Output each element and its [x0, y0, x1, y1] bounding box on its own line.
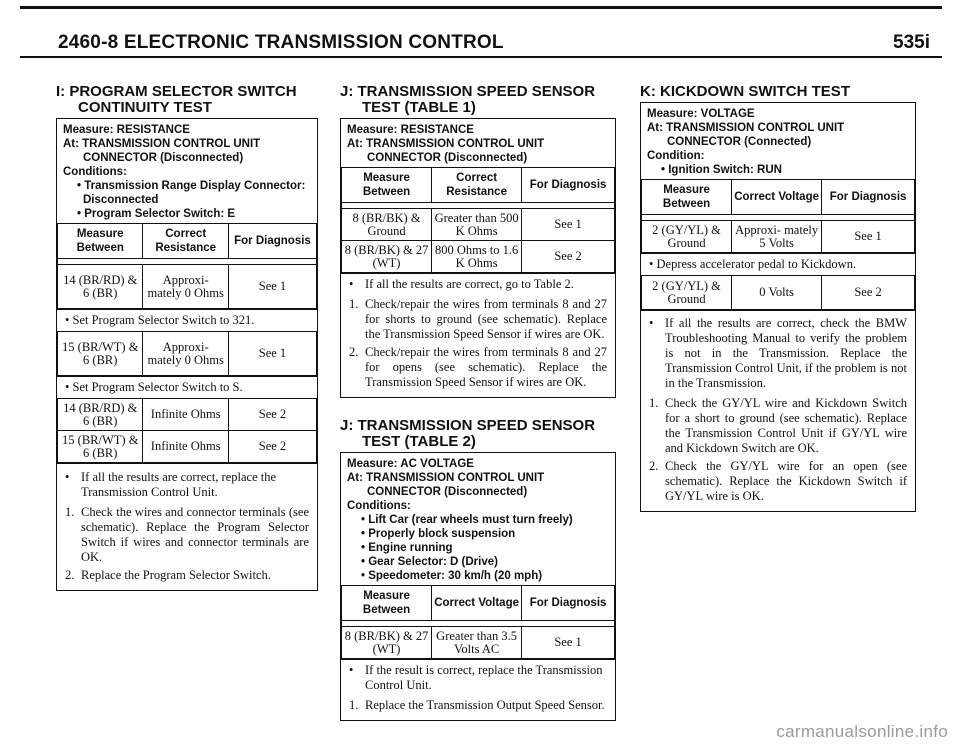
table-row: 2 (GY/YL) & Ground 0 Volts See 2 — [642, 276, 915, 310]
section-k-box — [640, 102, 916, 512]
section-i-table: Measure Between Correct Resistance For Diagnosis 14 (BR/RD) & 6 (BR) Approxi- mately 0 Ohms See 1 — [57, 223, 317, 309]
section-j2-diagnosis-list — [341, 696, 615, 720]
page-header-title: 2460-8 ELECTRONIC TRANSMISSION CONTROL — [58, 32, 504, 53]
list-item: 1. Check the GY/YL wire and Kickdown Switch for a short to ground (see schematic). Replace the Transmission Control Unit if GY/YL wire and Kickdown Switch are OK. — [649, 396, 907, 455]
section-i-step1: • Set Program Selector Switch to 321. — [57, 309, 317, 331]
section-j2-result: • If the result is correct, replace the Transmission Control Unit. — [341, 659, 615, 696]
table-row: 14 (BR/RD) & 6 (BR) Approxi- mately 0 Ohms See 1 — [58, 265, 317, 309]
top-rule — [20, 6, 942, 9]
table-row: 8 (BR/BK) & 27 (WT) 800 Ohms to 1.6 K Ohms See 2 — [342, 241, 615, 273]
section-j1-result: • If all the results are correct, go to Table 2. — [341, 273, 615, 295]
section-k-diagnosis-list — [641, 394, 915, 511]
list-item: 2. Check/repair the wires from terminals 8 and 27 for opens (see schematic). Replace the Transmission Speed Sensor if wires are OK. — [349, 345, 607, 389]
section-j1 — [340, 84, 616, 398]
section-j2-conditions: Measure: AC VOLTAGE At: TRANSMISSION CONTROL UNIT CONNECTOR (Disconnected) Conditions: • Lift Car (rear wheels must turn freely) • Properly block suspension • Engine running • Gear Selector: D (Drive) • Speedometer: 30 km/h (20 mph) — [347, 458, 573, 582]
section-i-title: I: PROGRAM SELECTOR SWITCH CONTINUITY TEST — [56, 83, 297, 116]
section-j1-conditions: Measure: RESISTANCE At: TRANSMISSION CONTROL UNIT CONNECTOR (Disconnected) — [347, 124, 545, 164]
list-item: 2. Replace the Program Selector Switch. — [65, 568, 271, 582]
table-row: 15 (BR/WT) & 6 (BR) Approxi- mately 0 Ohms See 1 — [58, 332, 317, 376]
list-item: 2. Check the GY/YL wire for an open (see schematic). Replace the Kickdown Switch if GY/YL wire is OK. — [649, 459, 907, 503]
section-k-title: K: KICKDOWN SWITCH TEST — [640, 83, 850, 100]
page-header-model: 535i — [893, 32, 930, 53]
section-i-table-3 — [57, 398, 317, 463]
section-i-step2: • Set Program Selector Switch to S. — [57, 376, 317, 398]
section-i-diagnosis-list — [57, 503, 317, 590]
list-item: 1. Check/repair the wires from terminals 8 and 27 for shorts to ground (see schematic). Replace the Transmission Speed Sensor if wires are OK. — [349, 297, 607, 341]
section-i-table-2 — [57, 331, 317, 376]
table-row: 14 (BR/RD) & 6 (BR) Infinite Ohms See 2 — [58, 399, 317, 431]
section-j1-diagnosis-list — [341, 295, 615, 397]
section-j2-title: J: TRANSMISSION SPEED SENSOR TEST (TABLE 2) — [340, 417, 596, 450]
table-row: 8 (BR/BK) & 27 (WT) Greater than 3.5 Volts AC See 1 — [342, 627, 615, 659]
watermark: carmanualsonline.info — [776, 722, 948, 741]
table-row: 15 (BR/WT) & 6 (BR) Infinite Ohms See 2 — [58, 431, 317, 463]
section-j2-box — [340, 452, 616, 721]
section-k-conditions: Measure: VOLTAGE At: TRANSMISSION CONTROL UNIT CONNECTOR (Connected) Condition: • Ignition Switch: RUN — [647, 108, 845, 176]
table-row: 2 (GY/YL) & Ground Approxi- mately 5 Volts See 1 — [642, 221, 915, 253]
section-k — [640, 84, 916, 512]
section-j2 — [340, 418, 616, 721]
section-j1-table: Measure Between Correct Resistance For Diagnosis 8 (BR/BK) & Ground Greater than 500 K Ohms See 1 8 (BR/BK) & 27 (WT) 800 Ohms to 1.6 K Ohms See 2 — [341, 167, 615, 273]
section-k-table: Measure Between Correct Voltage For Diagnosis 2 (GY/YL) & Ground Approxi- mately 5 Volts See 1 — [641, 179, 915, 253]
section-i-result: • If all the results are correct, replace the Transmission Control Unit. — [57, 463, 317, 503]
list-item: 1. Check the wires and connector terminals (see schematic). Replace the Program Selector Switch if wires and connector terminals are OK. — [65, 505, 309, 564]
table-row: 8 (BR/BK) & Ground Greater than 500 K Ohms See 1 — [342, 209, 615, 241]
section-i-conditions: Measure: RESISTANCE At: TRANSMISSION CONTROL UNIT CONNECTOR (Disconnected) Conditions: • Transmission Range Display Connector: Disconnected • Program Selector Switch: E — [63, 124, 306, 220]
section-i-box — [56, 118, 318, 591]
header-rule — [20, 56, 942, 58]
section-k-result: • If all the results are correct, check the BMW Troubleshooting Manual to verify the problem is not in the Transmission. Replace the Transmission Control Unit, if the problem is not in the Transmission. — [641, 310, 915, 394]
section-k-table-2 — [641, 275, 915, 310]
section-k-step1: • Depress accelerator pedal to Kickdown. — [641, 253, 915, 275]
section-j1-title: J: TRANSMISSION SPEED SENSOR TEST (TABLE 1) — [340, 83, 596, 116]
section-j1-box — [340, 118, 616, 398]
section-j2-table: Measure Between Correct Voltage For Diagnosis 8 (BR/BK) & 27 (WT) Greater than 3.5 Volts AC See 1 — [341, 585, 615, 659]
list-item: 1. Replace the Transmission Output Speed Sensor. — [349, 698, 605, 712]
section-i — [56, 84, 318, 591]
